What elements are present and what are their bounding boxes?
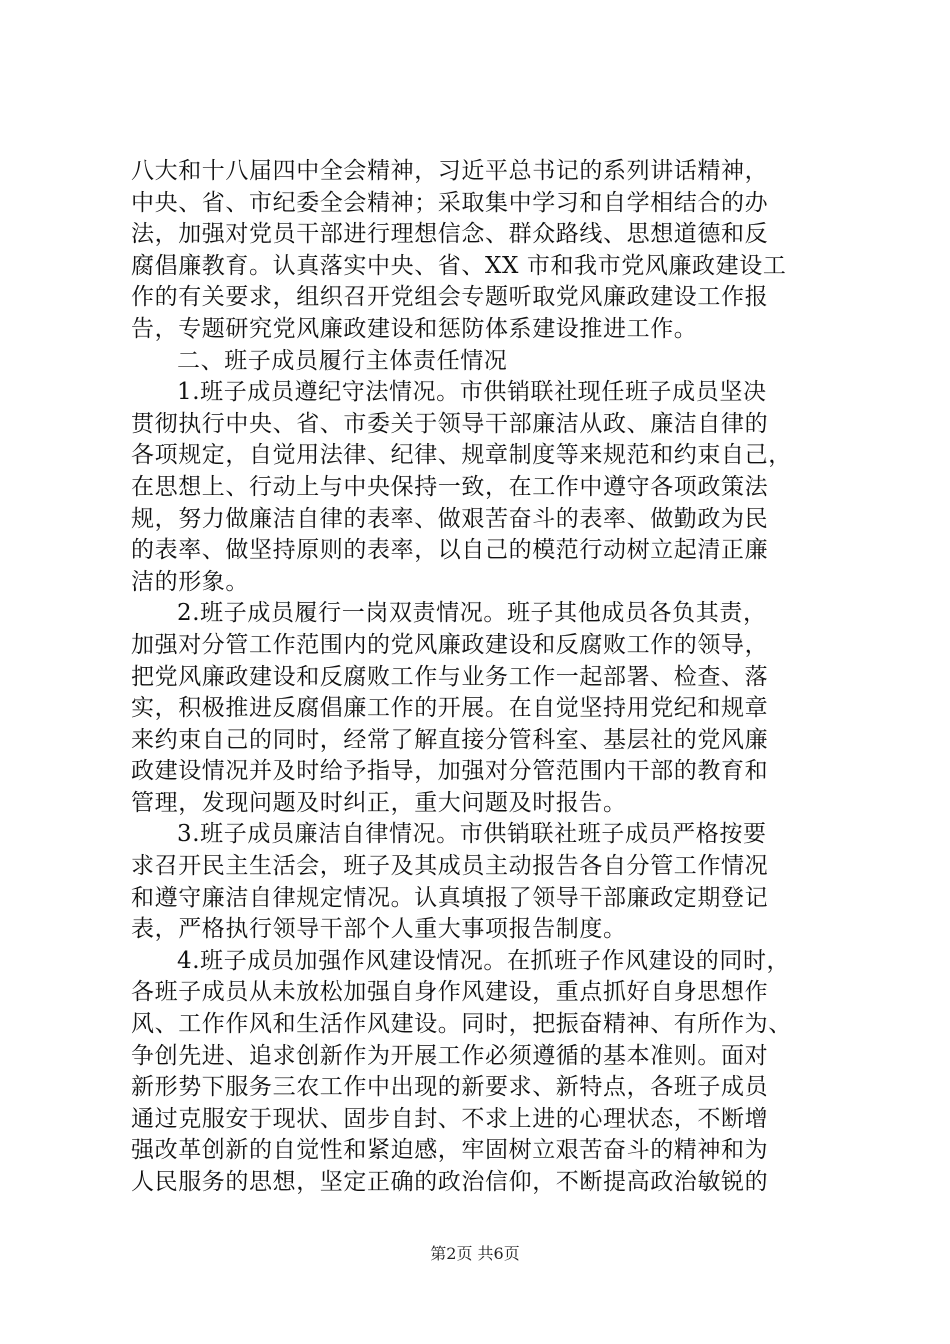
text-line: 人民服务的思想，坚定正确的政治信仰，不断提高政治敏锐的 [131,1169,769,1195]
text-line: 作的有关要求，组织召开党组会专题听取党风廉政建设工作报 [131,284,769,311]
text-line: 洁的形象。 [131,568,249,595]
text-line: 表，严格执行领导干部个人重大事项报告制度。 [131,916,627,943]
text-line: 求召开民主生活会，班子及其成员主动报告各自分管工作情况 [131,853,769,880]
paragraph-start-line: 2.班子成员履行一岗双责情况。班子其他成员各负其责， [177,600,767,627]
section-heading: 二、班子成员履行主体责任情况 [177,347,508,374]
paragraph-start-line: 1.班子成员遵纪守法情况。市供销联社现任班子成员坚决 [177,379,767,406]
paragraph-start-line: 3.班子成员廉洁自律情况。市供销联社班子成员严格按要 [177,821,767,848]
page-number-footer: 第2页 共6页 [430,1244,520,1263]
text-line: 强改革创新的自觉性和紧迫感，牢固树立艰苦奋斗的精神和为 [131,1137,769,1164]
text-line: 法，加强对党员干部进行理想信念、群众路线、思想道德和反 [131,221,769,248]
text-line: 政建设情况并及时给予指导，加强对分管范围内干部的教育和 [131,758,769,785]
text-line: 争创先进、追求创新作为开展工作必须遵循的基本准则。面对 [131,1042,769,1069]
text-line: 规，努力做廉洁自律的表率、做艰苦奋斗的表率、做勤政为民 [131,505,769,532]
text-line: 腐倡廉教育。认真落实中央、省、XX 市和我市党风廉政建设工 [131,252,787,279]
text-line: 和遵守廉洁自律规定情况。认真填报了领导干部廉政定期登记 [131,884,769,911]
text-line: 加强对分管工作范围内的党风廉政建设和反腐败工作的领导， [131,631,769,658]
text-line: 把党风廉政建设和反腐败工作与业务工作一起部署、检查、落 [131,663,769,690]
text-line: 管理，发现问题及时纠正，重大问题及时报告。 [131,789,627,816]
text-line: 中央、省、市纪委全会精神；采取集中学习和自学相结合的办 [131,189,769,216]
text-line: 贯彻执行中央、省、市委关于领导干部廉洁从政、廉洁自律的 [131,410,769,437]
text-line: 来约束自己的同时，经常了解直接分管科室、基层社的党风廉 [131,726,769,753]
text-line: 通过克服安于现状、固步自封、不求上进的心理状态，不断增 [131,1105,769,1132]
document-body [131,156,835,1199]
text-line: 实，积极推进反腐倡廉工作的开展。在自觉坚持用党纪和规章 [131,695,769,722]
text-line: 新形势下服务三农工作中出现的新要求、新特点，各班子成员 [131,1074,769,1101]
text-line: 告，专题研究党风廉政建设和惩防体系建设推进工作。 [131,315,698,342]
text-line: 在思想上、行动上与中央保持一致，在工作中遵守各项政策法 [131,473,769,500]
paragraph-start-line: 4.班子成员加强作风建设情况。在抓班子作风建设的同时， [177,947,791,974]
text-line: 的表率、做坚持原则的表率，以自己的模范行动树立起清正廉 [131,537,769,564]
text-line: 各班子成员从未放松加强自身作风建设，重点抓好自身思想作 [131,979,769,1006]
text-line: 八大和十八届四中全会精神，习近平总书记的系列讲话精神， [131,158,769,184]
text-line: 各项规定，自觉用法律、纪律、规章制度等来规范和约束自己， [131,442,792,469]
text-line: 风、工作作风和生活作风建设。同时，把振奋精神、有所作为、 [131,1011,792,1038]
